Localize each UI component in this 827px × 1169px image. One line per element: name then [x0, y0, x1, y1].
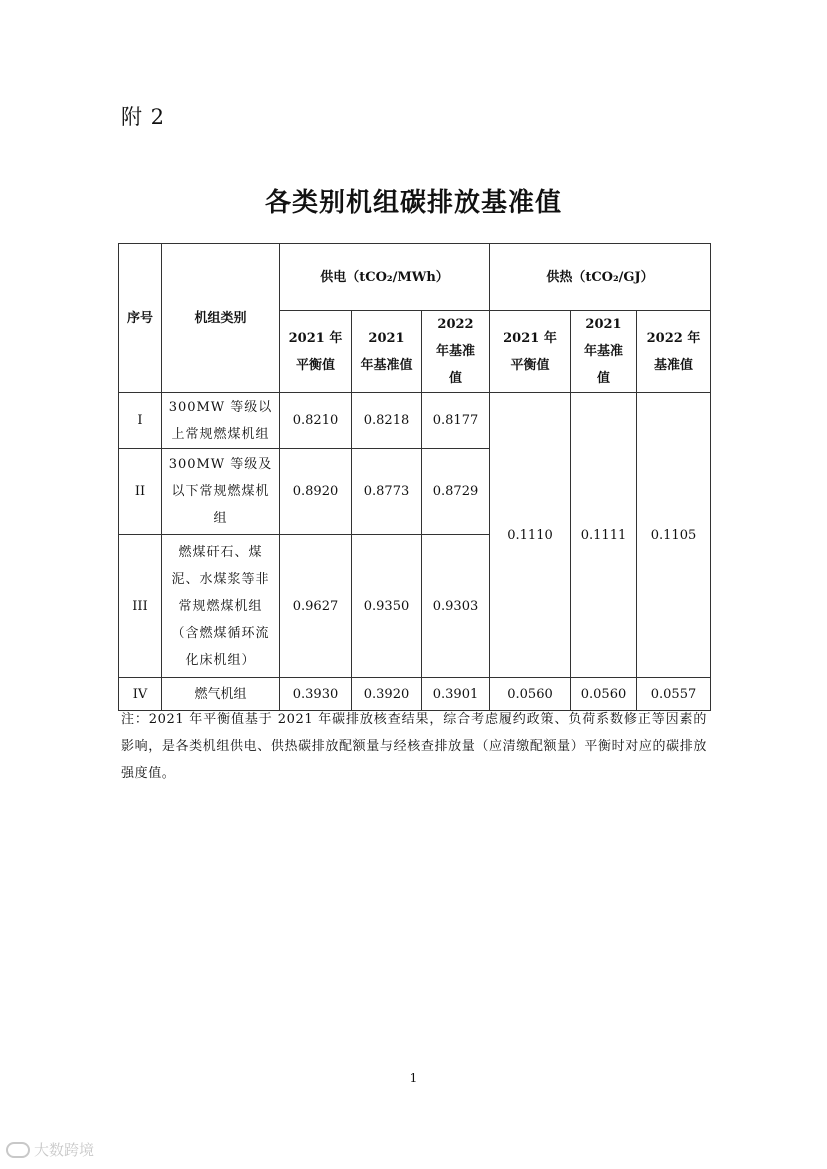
power-value: 0.3930: [280, 678, 352, 711]
row-category: 300MW 等级以上常规燃煤机组: [162, 393, 280, 449]
header-power-col: 2021 年平衡值: [280, 311, 352, 393]
heat-value: 0.0557: [637, 678, 711, 711]
page-number: 1: [409, 1071, 418, 1085]
coal-heat-value: 0.1111: [571, 393, 637, 678]
header-power-col: 2021 年基准值: [352, 311, 422, 393]
row-serial: III: [119, 535, 162, 678]
header-category: 机组类别: [162, 244, 280, 393]
power-value: 0.8177: [422, 393, 490, 449]
row-serial: II: [119, 449, 162, 535]
power-value: 0.9350: [352, 535, 422, 678]
coal-heat-value: 0.1110: [490, 393, 571, 678]
row-serial: I: [119, 393, 162, 449]
heat-value: 0.0560: [571, 678, 637, 711]
header-heat-col: 2021 年基准值: [571, 311, 637, 393]
power-value: 0.3901: [422, 678, 490, 711]
row-serial: IV: [119, 678, 162, 711]
watermark: [6, 1139, 94, 1160]
power-value: 0.9627: [280, 535, 352, 678]
table-note: 注：2021 年平衡值基于 2021 年碳排放核查结果，综合考虑履约政策、负荷系数修正等因素的影响，是各类机组供电、供热碳排放配额量与经核查排放量（应清缴配额量）平衡时对应的碳排放强度值。: [121, 712, 707, 781]
header-heat-group: 供热（tCO₂/GJ）: [490, 244, 711, 311]
power-value: 0.8773: [352, 449, 422, 535]
power-value: 0.8729: [422, 449, 490, 535]
heat-value: 0.0560: [490, 678, 571, 711]
power-value: 0.8210: [280, 393, 352, 449]
watermark-text: 大数跨境: [34, 1141, 95, 1159]
attachment-label: 附 2: [121, 105, 166, 129]
row-category: 燃煤矸石、煤泥、水煤浆等非常规燃煤机组（含燃煤循环流化床机组）: [162, 535, 280, 678]
benchmark-table: [118, 243, 711, 711]
table-row: [119, 393, 711, 449]
row-category: 300MW 等级及以下常规燃煤机组: [162, 449, 280, 535]
header-serial: 序号: [119, 244, 162, 393]
row-category: 燃气机组: [162, 678, 280, 711]
power-value: 0.8218: [352, 393, 422, 449]
power-value: 0.3920: [352, 678, 422, 711]
coal-heat-value: 0.1105: [637, 393, 711, 678]
power-value: 0.9303: [422, 535, 490, 678]
watermark-logo-icon: [6, 1142, 30, 1158]
header-heat-col: 2021 年平衡值: [490, 311, 571, 393]
header-power-col: 2022 年基准值: [422, 311, 490, 393]
power-value: 0.8920: [280, 449, 352, 535]
header-power-group: 供电（tCO₂/MWh）: [280, 244, 490, 311]
header-heat-col: 2022 年基准值: [637, 311, 711, 393]
document-title: 各类别机组碳排放基准值: [264, 188, 562, 218]
